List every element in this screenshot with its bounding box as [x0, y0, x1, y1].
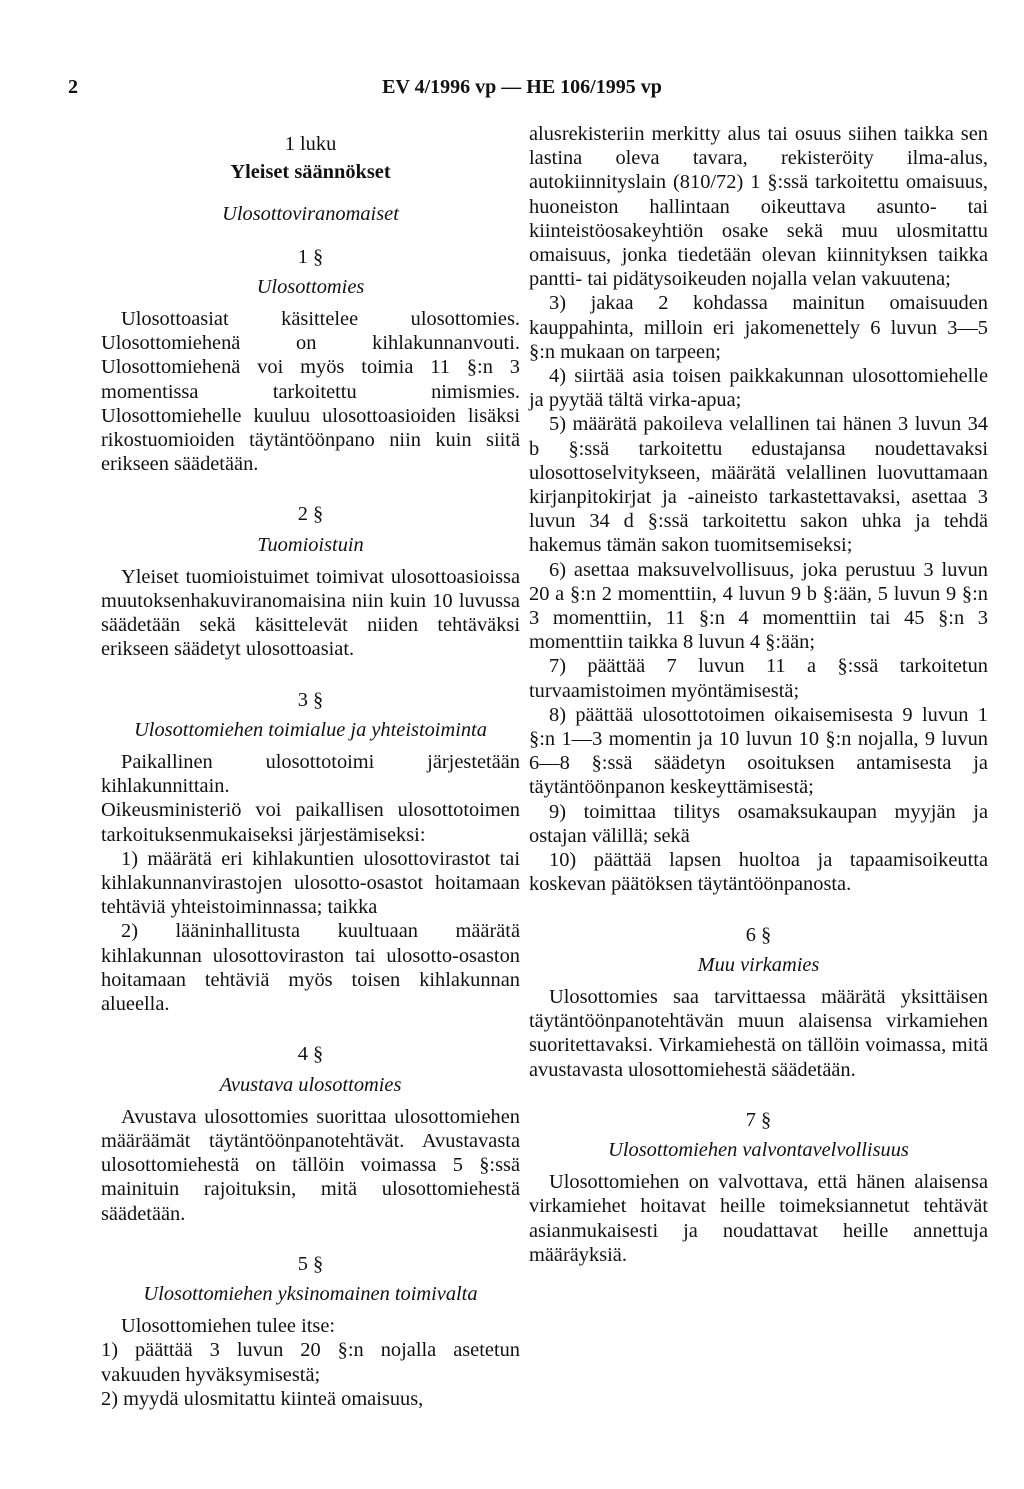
- section-3-paragraph: Paikallinen ulosottotoimi järjestetään kihlakunnittain.: [101, 751, 520, 798]
- section-3-item: 2) lääninhallitusta kuultuaan määrätä kihlakunnan ulosottoviraston tai ulosotto-osaston hoitamaan tehtäviä myös toisen kihlakunnan alueella.: [101, 920, 520, 1016]
- section-6-number: 6 §: [745, 923, 772, 946]
- section-5-title: Ulosottomiehen yksinomainen toimivalta: [143, 1282, 478, 1305]
- section-1-paragraph: Ulosottoasiat käsittelee ulosottomies. Ulosottomiehenä on kihlakunnanvouti. Ulosottomiehenä voi myös toimia 11 §:n 3 momentissa tarkoitettu nimismies. Ulosottomiehelle kuuluu ulosottoasioiden lisäksi rikostuomioiden täytäntöönpano niin kuin siitä erikseen säädetään.: [101, 308, 520, 476]
- section-3-paragraph: Oikeusministeriö voi paikallisen ulosottotoimen tarkoituksenmukaiseksi järjestämiseksi:: [101, 799, 520, 846]
- running-head: EV 4/1996 vp — HE 106/1995 vp: [382, 76, 662, 98]
- section-5-item: 3) jakaa 2 kohdassa mainitun omaisuuden kauppahinta, milloin eri jakomenettely 6 luvun 3—5 §:n mukaan on tarpeen;: [529, 292, 988, 363]
- section-5-item: 1) päättää 3 luvun 20 §:n nojalla asetetun vakuuden hyväksymisestä;: [101, 1339, 520, 1386]
- section-5-number: 5 §: [297, 1252, 324, 1275]
- section-1-title: Ulosottomies: [256, 275, 365, 298]
- section-5-item: 6) asettaa maksuvelvollisuus, joka perustuu 3 luvun 20 a §:n 2 momenttiin, 4 luvun 9 b §:ään, 5 luvun 9 §:n 3 momenttiin, 11 §:n 4 momenttiin tai 45 §:n 3 momenttiin taikka 8 luvun 4 §:ään;: [529, 558, 988, 654]
- section-5-paragraph: Ulosottomiehen tulee itse:: [121, 1315, 336, 1338]
- section-5-item: 10) päättää lapsen huoltoa ja tapaamisoikeutta koskevan päätöksen täytäntöönpanosta.: [529, 849, 988, 896]
- section-6-title: Muu virkamies: [697, 953, 820, 976]
- group-heading: Ulosottoviranomaiset: [222, 203, 399, 226]
- chapter-number: 1 luku: [284, 133, 337, 155]
- section-2-title: Tuomioistuin: [257, 533, 364, 556]
- section-7-title: Ulosottomiehen valvontavelvollisuus: [608, 1138, 909, 1161]
- section-7-paragraph: Ulosottomiehen on valvottava, että hänen alaisensa virkamiehet hoitavat heille toimeksiannetut tehtävät asianmukaisesti ja noudattavat heille annettuja määräyksiä.: [529, 1171, 988, 1266]
- section-5-item: 2) myydä ulosmitattu kiinteä omaisuus,: [101, 1387, 424, 1410]
- section-5-item: 7) päättää 7 luvun 11 a §:ssä tarkoitetun turvaamistoimen myöntämisestä;: [529, 655, 988, 702]
- section-3-title: Ulosottomiehen toimialue ja yhteistoiminta: [134, 718, 487, 741]
- section-7-number: 7 §: [745, 1108, 772, 1131]
- section-5-continuation: alusrekisteriin merkitty alus tai osuus siihen taikka sen lastina oleva tavara, rekisteröity ilma-alus, autokiinnityslain (810/72) 1 §:ssä tarkoitettu omaisuus, huoneiston hallintaan oikeuttava asunto- tai kiinteistöosakeyhtiön osake sekä muu ulosmitattu omaisuus, jonka tiedetään olevan kiinnityksen taikka pantti- tai pidätysoikeuden nojalla velan vakuutena;: [529, 123, 988, 291]
- section-4-paragraph: Avustava ulosottomies suorittaa ulosottomiehen määräämät täytäntöönpanotehtävät. Avustavasta ulosottomiehestä on tällöin voimassa 5 §:ssä mainituin rajoituksin, mitä ulosottomiehestä säädetään.: [101, 1105, 520, 1225]
- section-5-item: 4) siirtää asia toisen paikkakunnan ulosottomiehelle ja pyytää tältä virka-apua;: [529, 365, 988, 412]
- right-column: [529, 122, 988, 1267]
- section-5-item: 8) päättää ulosottotoimen oikaisemisesta 9 luvun 1 §:n 1—3 momentin ja 10 luvun 10 §:n nojalla, 9 luvun 6—8 §:ssä säädetyn osoituksen antamisesta ja täytäntöönpanon keskeyttämisestä;: [529, 703, 988, 799]
- page-number: 2: [68, 76, 78, 98]
- section-2-number: 2 §: [297, 503, 324, 526]
- section-3-number: 3 §: [297, 688, 324, 711]
- section-4-number: 4 §: [297, 1043, 324, 1066]
- chapter-title: Yleiset säännökset: [230, 161, 391, 184]
- section-6-paragraph: Ulosottomies saa tarvittaessa määrätä yksittäisen täytäntöönpanotehtävän muun alaisensa virkamiehen suoritettavaksi. Virkamiehestä on tällöin voimassa, mitä avustavasta ulosottomiehestä säädetään.: [529, 985, 988, 1081]
- left-column: [101, 122, 520, 1411]
- section-3-item: 1) määrätä eri kihlakuntien ulosottovirastot tai kihlakunnanvirastojen ulosotto-osastot hoitamaan tehtäviä yhteistoiminnassa; taikka: [101, 847, 520, 919]
- section-1-number: 1 §: [297, 245, 324, 268]
- section-4-title: Avustava ulosottomies: [219, 1073, 402, 1096]
- section-5-item: 5) määrätä pakoileva velallinen tai hänen 3 luvun 34 b §:ssä tarkoitettu edustajansa noudettavaksi ulosottoselvitykseen, määrätä velallinen luovuttamaan kirjanpitokirjat ja -aineisto tarkastettavaksi, asettaa 3 luvun 34 d §:ssä tarkoitettu sakon uhka ja tehdä hakemus tämän sakon tuomitsemiseksi;: [529, 413, 988, 557]
- section-5-item: 9) toimittaa tilitys osamaksukaupan myyjän ja ostajan välillä; sekä: [529, 800, 988, 847]
- section-2-paragraph: Yleiset tuomioistuimet toimivat ulosottoasioissa muutoksenhakuviranomaisina niin kuin 10 luvussa säädetään sekä käsittelevät niiden tehtäväksi erikseen säädetyt ulosottoasiat.: [101, 565, 520, 661]
